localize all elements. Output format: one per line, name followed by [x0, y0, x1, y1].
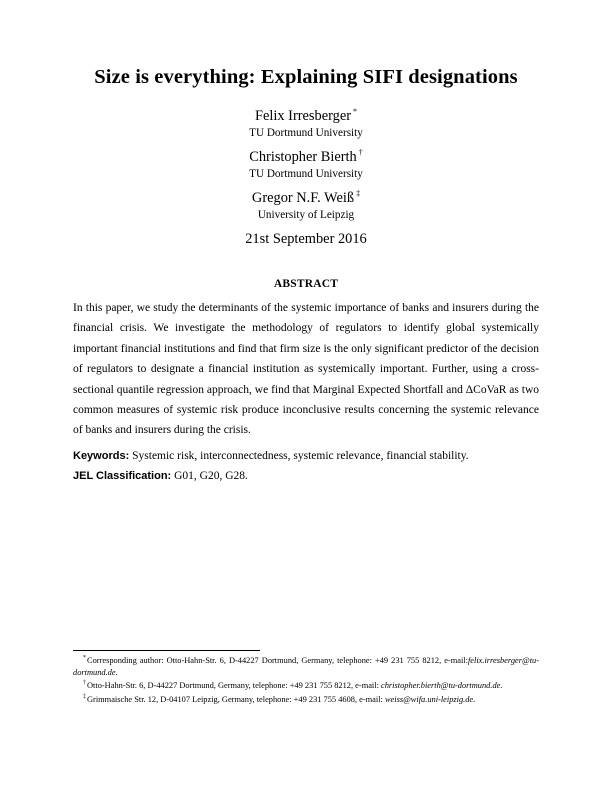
footnote: *Corresponding author: Otto-Hahn-Str. 6, D-44227 Dortmund, Germany, telephone: +49 231 755 8212, e-mail:felix.irresberger@tu-dortmund.de.	[73, 655, 539, 677]
author-2	[0, 148, 612, 180]
keywords-text: Systemic risk, interconnectedness, systemic relevance, financial stability.	[132, 450, 469, 462]
author-affiliation: TU Dortmund University	[249, 127, 363, 139]
jel-label: JEL Classification:	[73, 470, 172, 482]
footnote-divider	[73, 650, 260, 651]
email-link[interactable]: christopher.bierth@tu-dortmund.de	[381, 681, 501, 691]
footnotes	[73, 653, 539, 705]
jel-line	[73, 470, 543, 482]
author-1	[0, 107, 612, 139]
footnote: ‡Grimmaische Str. 12, D-04107 Leipzig, Germany, telephone: +49 231 755 4608, e-mail: weiss@wifa.uni-leipzig.de.	[83, 693, 476, 704]
abstract-heading: ABSTRACT	[273, 278, 339, 290]
keywords-line	[73, 450, 543, 462]
author-name: Felix Irresberger *	[254, 107, 358, 124]
author-name: Gregor N.F. Weiß ‡	[251, 189, 361, 206]
jel-text: G01, G20, G28.	[174, 470, 248, 482]
footnote-marker: †	[358, 148, 363, 157]
footnote: †Otto-Hahn-Str. 6, D-44227 Dortmund, Germany, telephone: +49 231 755 8212, e-mail: christopher.bierth@tu-dortmund.de.	[83, 680, 503, 691]
footnote-mark: ‡	[83, 693, 86, 700]
author-name: Christopher Bierth †	[249, 148, 363, 165]
abstract-text: In this paper, we study the determinants of the systemic importance of banks and insurers during the financial crisis. We investigate the methodology of regulators to identify global systemically important financial institutions and find that firm size is the only significant predictor of the decision of regulators to designate a financial institution as systemically important. Further, using a cross-sectional quantile regression approach, we find that Marginal Expected Shortfall and ΔCoVaR as two common measures of systemic risk produce inconclusive results concerning the systemic relevance of banks and insurers during the crisis.	[73, 302, 539, 437]
footnote-mark: *	[83, 655, 86, 661]
author-3	[0, 189, 612, 221]
paper-date: 21st September 2016	[245, 231, 367, 247]
email-link[interactable]: weiss@wifa.uni-leipzig.de	[384, 694, 474, 704]
paper-title: Size is everything: Explaining SIFI designations	[94, 66, 518, 88]
keywords-label: Keywords:	[73, 450, 130, 462]
footnote-marker: ‡	[356, 189, 361, 198]
author-affiliation: University of Leipzig	[257, 209, 355, 221]
email-link[interactable]: felix.irresberger@tu-dortmund.de	[73, 656, 539, 677]
author-affiliation: TU Dortmund University	[249, 168, 363, 180]
footnote-marker: *	[353, 107, 358, 116]
footnote-mark: †	[83, 680, 86, 687]
